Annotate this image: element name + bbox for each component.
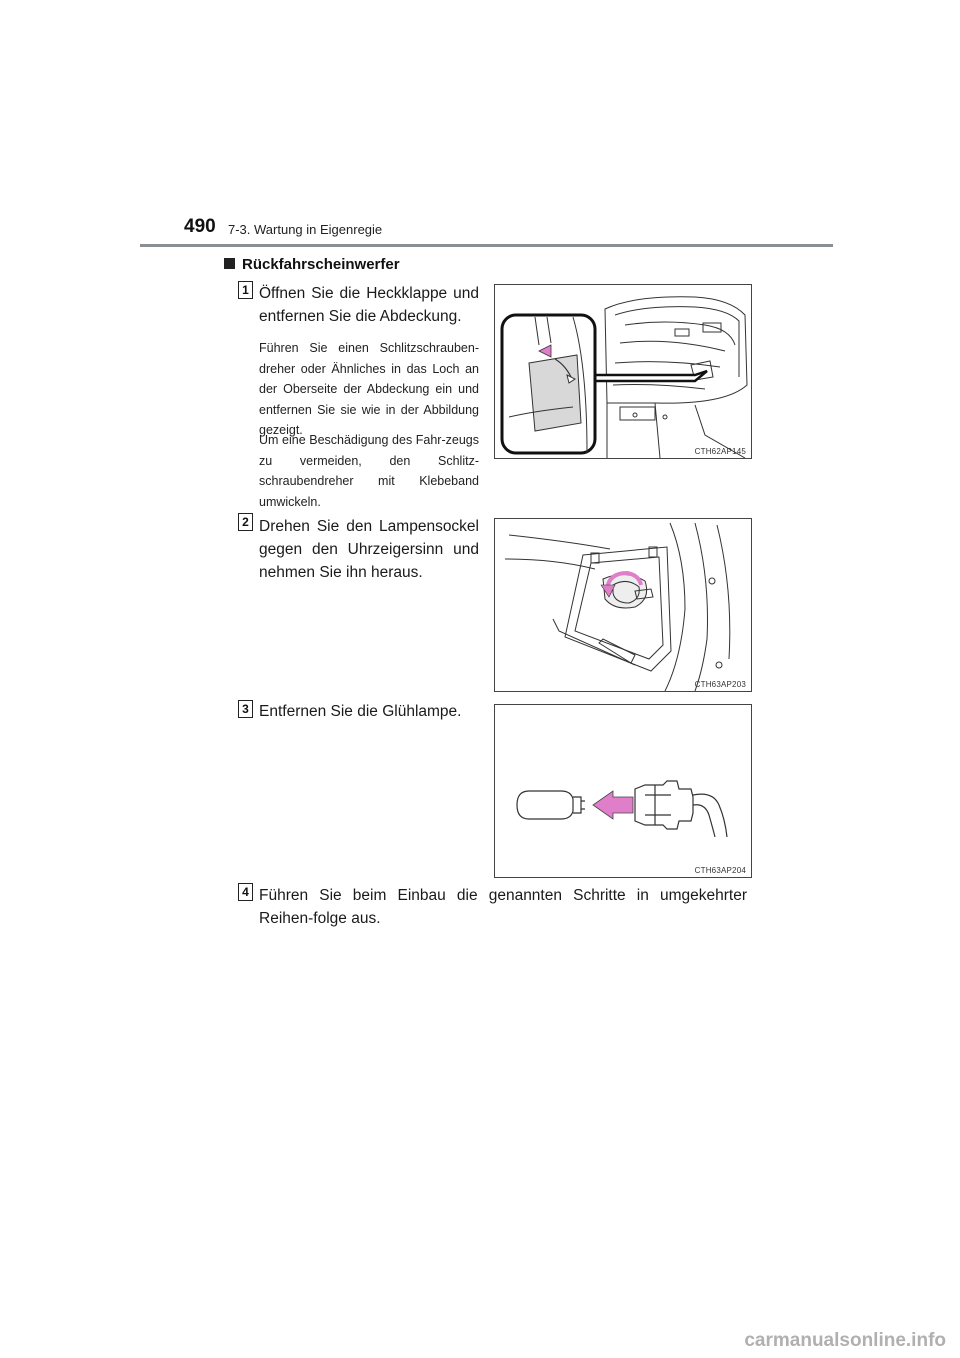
figure-code: CTH63AP203: [694, 680, 746, 689]
step-1-note-1: Führen Sie einen Schlitzschrauben-dreher oder Ähnliches in das Loch an der Oberseite der Abdeckung ein und entfernen Sie sie wie in der Abbildung gezeigt.: [259, 341, 479, 437]
header-divider: [140, 244, 833, 247]
figure-step-3: [494, 704, 752, 878]
figure-code: CTH63AP204: [694, 866, 746, 875]
step-1-text: Öffnen Sie die Heckklappe und entfernen Sie die Abdeckung.: [259, 285, 479, 325]
bulb-removal-illustration: [495, 705, 751, 877]
lamp-socket-illustration: [495, 519, 751, 691]
watermark: carmanualsonline.info: [744, 1330, 946, 1351]
step-1-badge: 1: [238, 281, 253, 299]
figure-step-1: [494, 284, 752, 459]
figure-code: CTH62AP145: [694, 447, 746, 456]
step-4-text: Führen Sie beim Einbau die genannten Schritte in umgekehrter Reihen-folge aus.: [259, 887, 747, 927]
section-heading: [224, 256, 400, 273]
step-3-text: Entfernen Sie die Glühlampe.: [259, 703, 462, 720]
figure-step-2: [494, 518, 752, 692]
step-1-note-2: Um eine Beschädigung des Fahr-zeugs zu vermeiden, den Schlitz-schraubendreher mit Klebeband umwickeln.: [259, 433, 479, 509]
step-4-badge: 4: [238, 883, 253, 901]
section-reference: 7-3. Wartung in Eigenregie: [228, 222, 383, 237]
step-3-badge: 3: [238, 700, 253, 718]
step-2-badge: 2: [238, 513, 253, 531]
tailgate-open-illustration: [495, 285, 751, 458]
page-number: 490: [184, 216, 216, 237]
step-2-text: Drehen Sie den Lampensockel gegen den Uhrzeigersinn und nehmen Sie ihn heraus.: [259, 518, 479, 581]
heading-bullet-icon: [224, 258, 235, 269]
heading-text: Rückfahrscheinwerfer: [242, 256, 400, 273]
